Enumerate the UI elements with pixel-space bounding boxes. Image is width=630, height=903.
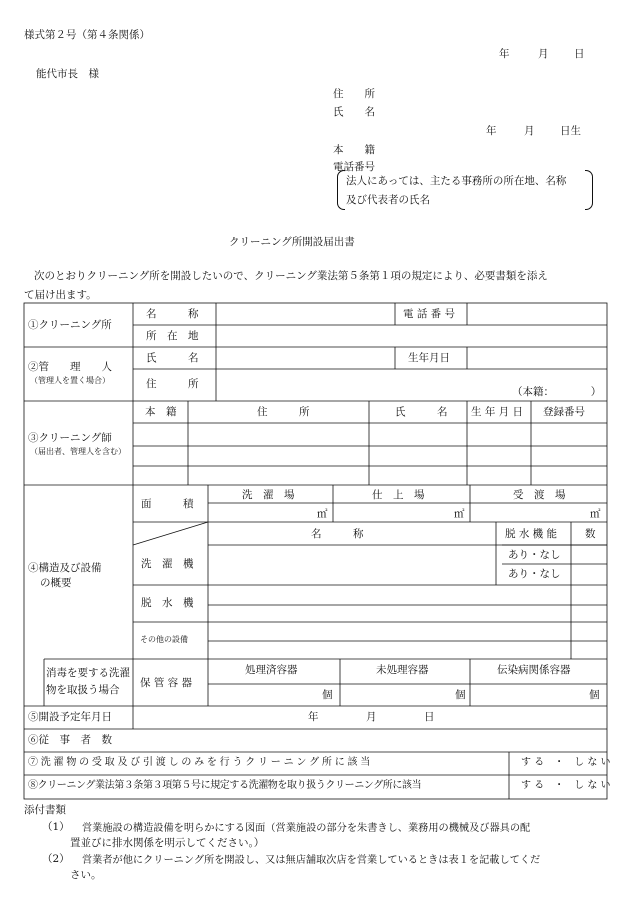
s4-area-finishing: 仕 上 場 <box>372 489 425 501</box>
s4-sqm-1: ㎡ <box>317 508 328 520</box>
attachment-2-number: （2） <box>42 853 70 865</box>
s2-label: ②管 理 人 <box>28 361 112 373</box>
s3-label: ③クリーニング師 <box>28 432 112 444</box>
s4-label-2: の概要 <box>40 577 72 589</box>
s4-capacity-col: 脱 水 機 能 <box>505 528 558 540</box>
header-date-day: 日 <box>574 48 585 60</box>
intro-line-2: て届け出ます。 <box>24 289 97 301</box>
s6-label: ⑥従 事 者 数 <box>28 734 112 746</box>
applicant-phone-label: 電話番号 <box>333 161 375 173</box>
attachment-1-line-2: 置並びに排水関係を明示してください。） <box>70 837 265 849</box>
s8-choice[interactable]: す る ・ し な い <box>521 780 611 791</box>
applicant-domicile-label: 本 籍 <box>333 144 375 156</box>
s3-col-address: 住 所 <box>257 406 310 418</box>
header-date-year: 年 <box>499 48 510 60</box>
s3-col-reg: 登録番号 <box>543 406 585 418</box>
birth-day: 日生 <box>560 125 581 137</box>
attachment-1-number: （1） <box>42 821 70 833</box>
s4-container-processed: 処理済容器 <box>245 664 298 676</box>
corp-note-line-2: 及び代表者の氏名 <box>346 194 430 206</box>
s4-sqm-3: ㎡ <box>590 508 601 520</box>
applicant-address-label: 住 所 <box>333 88 375 100</box>
s2-address-label: 住 所 <box>146 378 199 390</box>
s4-sqm-2: ㎡ <box>454 508 465 520</box>
s5-month: 月 <box>366 711 377 723</box>
applicant-name-label: 氏 名 <box>333 106 375 118</box>
s4-washer-label: 洗 濯 機 <box>141 558 194 570</box>
s4-ari-nashi-1: あり・なし <box>508 549 561 561</box>
s1-name-label: 名 称 <box>146 308 199 320</box>
s5-day: 日 <box>424 711 435 723</box>
s2-sublabel: （管理人を置く場合） <box>30 376 110 385</box>
attachments-heading: 添付書類 <box>24 804 66 816</box>
s4-pieces-2: 個 <box>455 689 466 701</box>
s3-col-name: 氏 名 <box>395 406 448 418</box>
s4-pieces-1: 個 <box>322 689 333 701</box>
s7-label: ⑦ 洗 濯 物 の 受 取 及 び 引 渡 し の み を 行 う ク リ ー ニ ン グ 所 に 該 当 <box>28 757 371 768</box>
s3-col-honseki: 本 籍 <box>145 406 177 418</box>
intro-line-1: 次のとおりクリーニング所を開設したいので、クリーニング業法第５条第１項の規定により、必要書類を添え <box>34 270 548 282</box>
s2-honseki: （本籍： ） <box>512 386 602 398</box>
s1-phone-label: 電 話 番 号 <box>403 308 456 320</box>
s3-col-dob: 生 年 月 日 <box>471 406 524 418</box>
s2-dob-label: 生年月日 <box>408 352 450 364</box>
s4-area-washroom: 洗 濯 場 <box>242 489 295 501</box>
s4-dryer-label: 脱 水 機 <box>141 597 194 609</box>
s4-ari-nashi-2: あり・なし <box>508 568 561 580</box>
s1-label: ①クリーニング所 <box>28 319 112 331</box>
birth-year: 年 <box>486 125 497 137</box>
corp-note-line-1: 法人にあっては、主たる事務所の所在地、名称 <box>346 175 567 187</box>
attachment-2-line-1: 営業者が他にクリーニング所を開設し、又は無店舗取次店を営業しているときは表１を記載してくだ <box>82 855 541 866</box>
attachment-1-line-1: 営業施設の構造設備を明らかにする図面（営業施設の部分を朱書きし、業務用の機械及び器具の配 <box>82 823 531 834</box>
header-date-month: 月 <box>538 48 549 60</box>
s4-other-label: その他の設備 <box>140 635 188 644</box>
s4-label-1: ④構造及び設備 <box>28 562 102 574</box>
document-title: クリーニング所開設届出書 <box>229 236 355 248</box>
s2-name-label: 氏 名 <box>146 352 199 364</box>
form-id: 様式第２号（第４条関係） <box>24 29 150 41</box>
s4-disinfect-label-2: 物を取扱う場合 <box>46 684 120 696</box>
s1-location-label: 所 在 地 <box>146 330 199 342</box>
s4-storage-label: 保 管 容 器 <box>140 677 193 689</box>
s4-name-col: 名 称 <box>311 528 364 540</box>
s5-label: ⑤開設予定年月日 <box>28 711 112 723</box>
attachment-2-line-2: さい。 <box>70 869 102 881</box>
s4-disinfect-label-1: 消毒を要する洗濯 <box>46 667 130 679</box>
s4-pieces-3: 個 <box>589 689 600 701</box>
s5-year: 年 <box>308 711 319 723</box>
s4-container-unprocessed: 未処理容器 <box>376 664 429 676</box>
s7-choice[interactable]: す る ・ し な い <box>521 757 611 768</box>
s4-area-delivery: 受 渡 場 <box>513 489 566 501</box>
s4-container-infectious: 伝染病関係容器 <box>497 664 571 676</box>
s3-sublabel: （届出者、管理人を含む） <box>30 447 126 456</box>
s4-area-label: 面 積 <box>141 498 194 510</box>
s8-label: ⑧クリーニング業法第３条第３項第５号に規定する洗濯物を取り扱うクリーニング所に該当 <box>28 780 422 791</box>
addressee: 能代市長 様 <box>36 68 99 80</box>
s4-count-col: 数 <box>585 528 596 540</box>
birth-month: 月 <box>524 125 535 137</box>
